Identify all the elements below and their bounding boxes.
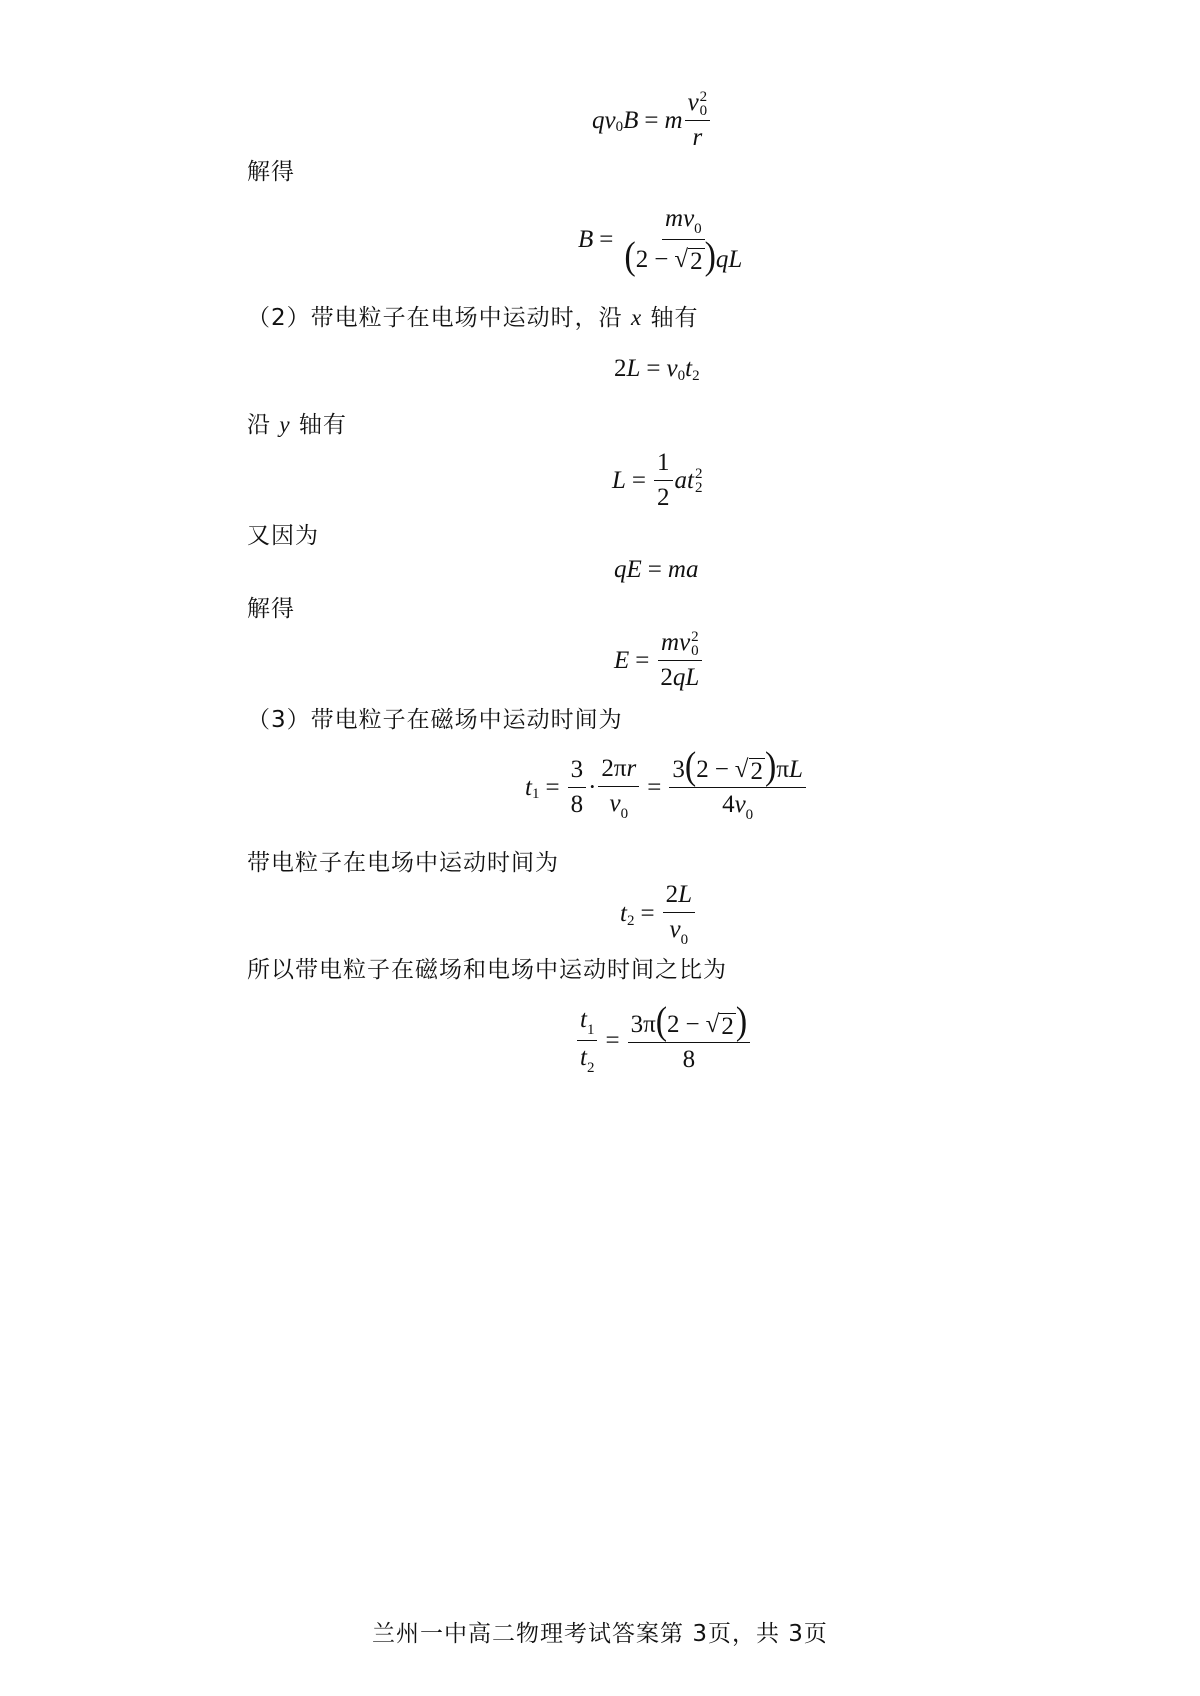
equation-time-ratio: $\frac{t_1}{t_2}$ = 3π(2 − √ 2 ) 8: [575, 1005, 752, 1076]
text-along-y: [247, 411, 347, 439]
equation-newton: q E = m a: [614, 556, 699, 583]
equation-y-motion: L = $\frac{1}{2}$ a t 2 2: [612, 449, 703, 511]
text-ratio: 所以带电粒子在磁场和电场中运动时间之比为: [247, 957, 727, 983]
text-part2-var: x: [630, 305, 643, 330]
text-jiede-1: 解得: [247, 159, 295, 185]
equation-b-field: B = $mv_0$ (2 − √ 2 )qL: [578, 205, 743, 278]
equation-magnetic-time: t 1 = $\frac{3}{8}$ · $\frac{2\pi r}{v_0}$ = 3(2 − √ 2 )πL $4v_0$: [525, 752, 808, 823]
text-electric-time: 带电粒子在电场中运动时间为: [247, 850, 559, 876]
text-part2-suffix: 轴有: [642, 305, 699, 331]
text-along-y-suffix: 轴有: [290, 412, 347, 438]
equation-electric-time: t 2 = $\frac{2L}{v_0}$: [620, 880, 697, 948]
text-part3: （3）带电粒子在磁场中运动时间为: [247, 707, 623, 733]
text-part2-prefix: （2）带电粒子在电场中运动时，沿: [247, 305, 631, 331]
text-along-y-prefix: 沿: [247, 412, 280, 438]
page-footer: 兰州一中高二物理考试答案第 3页，共 3页: [372, 1621, 828, 1647]
equation-e-field: E = mv 2 0 2qL: [614, 628, 704, 693]
equation-x-motion: 2 L = v 0 t 2: [614, 355, 700, 384]
text-youyinwei: 又因为: [247, 523, 319, 549]
text-part2: [247, 304, 698, 332]
text-along-y-var: y: [279, 412, 291, 437]
text-jiede-2: 解得: [247, 596, 295, 622]
equation-lorentz-centripetal: q v 0 B = m v 2 0 r: [592, 88, 712, 153]
